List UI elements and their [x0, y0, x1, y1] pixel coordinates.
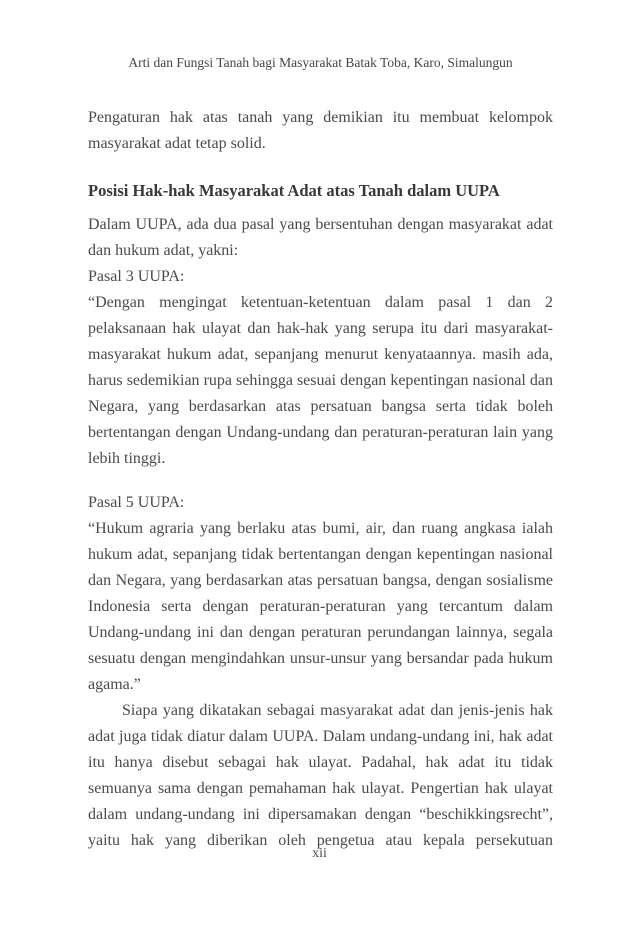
intro-paragraph: Pengaturan hak atas tanah yang demikian itu membuat kelompok masyarakat adat tetap solid. — [88, 109, 553, 152]
pasal-5-label: Pasal 5 UUPA: — [88, 494, 185, 511]
section-heading: Posisi Hak-hak Masyarakat Adat atas Tanah dalam UUPA — [88, 181, 500, 200]
closing-paragraph: Siapa yang dikatakan sebagai masyarakat adat dan jenis-jenis hak adat juga tidak diatur dalam UUPA. Dalam undang-undang ini, hak adat itu hanya disebut sebagai hak ulayat. Padahal, hak adat itu tidak semuanya sama dengan pemahaman hak ulayat. Pengertian hak ulayat dalam undang-undang ini dipersamakan dengan “beschikkingsrecht”, yaitu hak yang diberikan oleh pengetua atau kepala persekutuan — [88, 702, 553, 849]
lead-paragraph: Dalam UUPA, ada dua pasal yang bersentuhan dengan masyarakat adat dan hukum adat, yakni: — [88, 216, 553, 259]
pasal-3-label: Pasal 3 UUPA: — [88, 268, 185, 285]
running-header: Arti dan Fungsi Tanah bagi Masyarakat Batak Toba, Karo, Simalungun — [128, 55, 513, 70]
pasal-5-quote: “Hukum agraria yang berlaku atas bumi, air, dan ruang angkasa ialah hukum adat, sepanjang tidak bertentangan dengan kepentingan nasional dan Negara, yang berdasarkan atas persatuan bangsa, dengan sosialisme Indonesia serta dengan peraturan-peraturan yang tercantum dalam Undang-undang ini dan dengan peraturan perundangan lainnya, segala sesuatu dengan mengindahkan unsur-unsur yang bersandar pada hukum agama.” — [88, 520, 553, 693]
page-number: xii — [312, 846, 327, 861]
pasal-3-quote: “Dengan mengingat ketentuan-ketentuan dalam pasal 1 dan 2 pelaksanaan hak ulayat dan hak-hak yang serupa itu dari masyarakat-masyarakat hukum adat, sepanjang menurut kenyataannya. masih ada, harus sedemikian rupa sehingga sesuai dengan kepentingan nasional dan Negara, yang berdasarkan atas persatuan bangsa serta tidak boleh bertentangan dengan Undang-undang dan peraturan-peraturan lain yang lebih tinggi. — [88, 294, 553, 467]
